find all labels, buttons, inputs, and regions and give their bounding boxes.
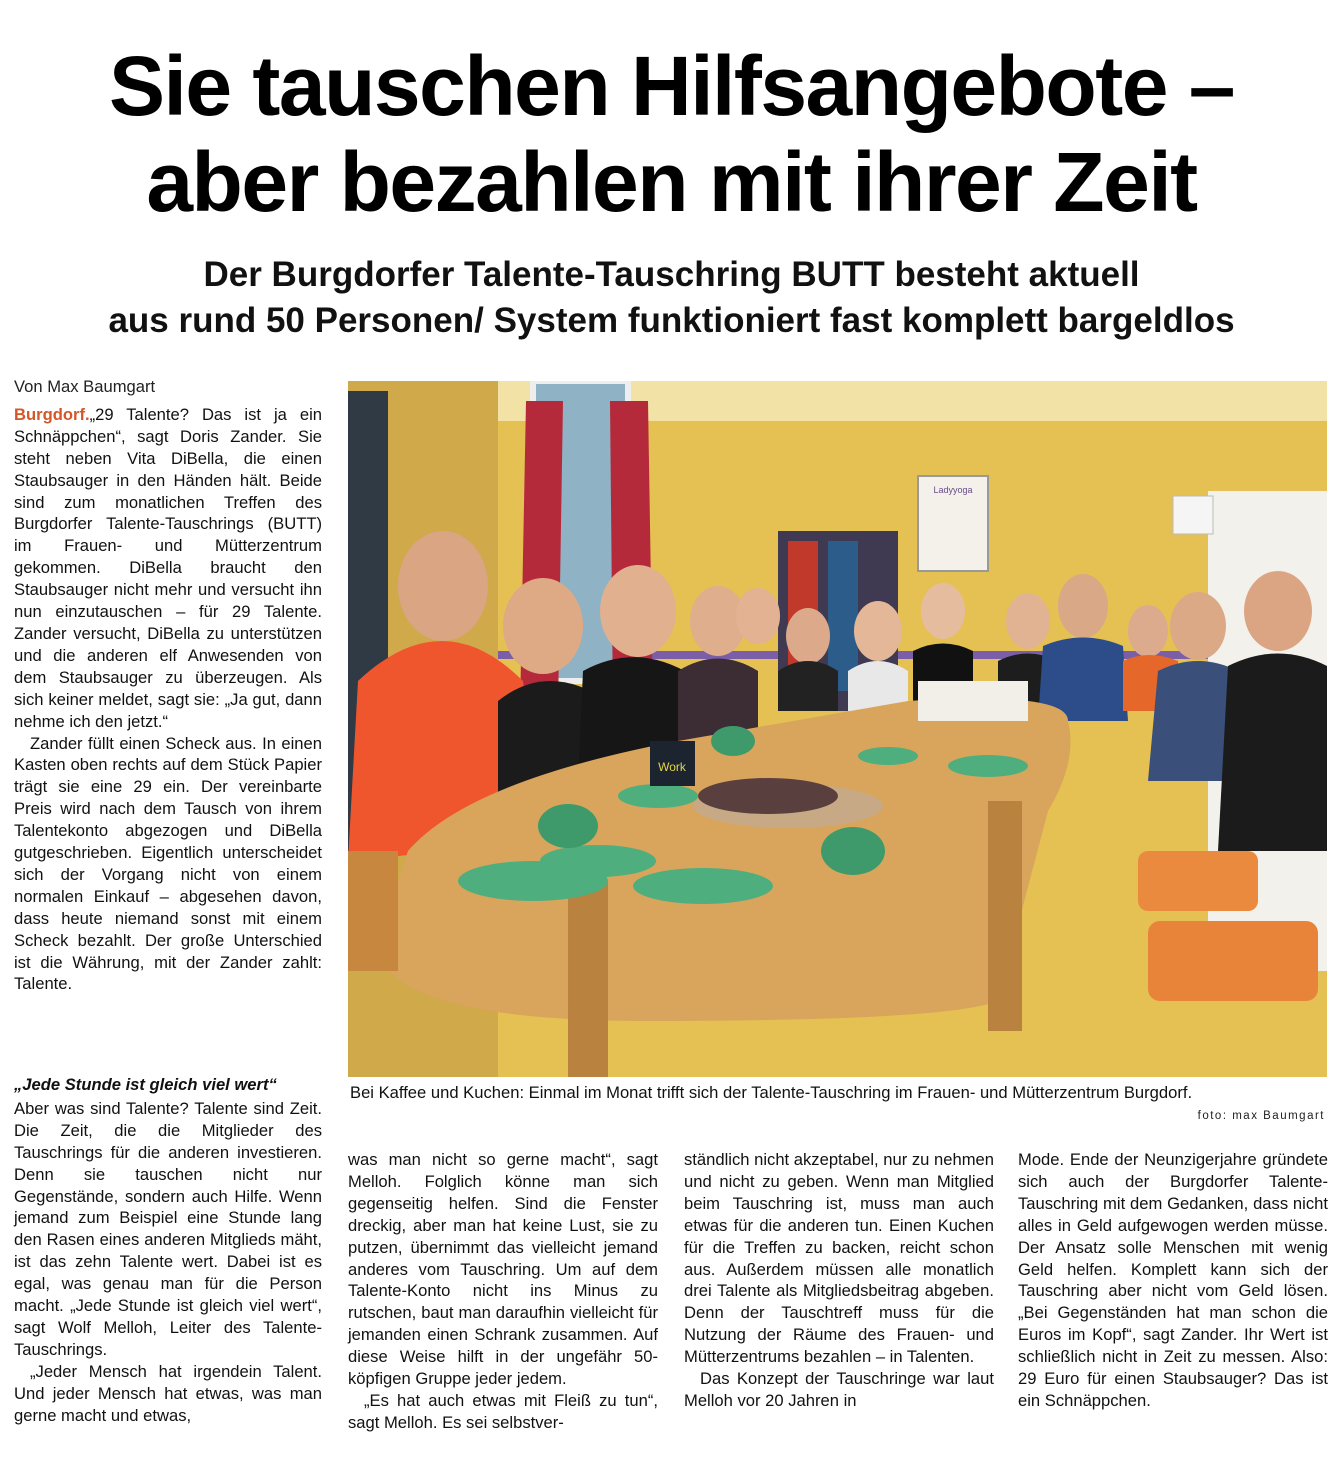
subheadline-line-2: aus rund 50 Personen/ System funktioniert fast komplett bargeldlos [108,301,1235,340]
subheadline [0,252,1343,344]
table-leg [568,881,608,1077]
mug-text: Work [658,760,686,774]
paragraph-5-end: ständlich nicht akzeptabel, nur zu nehmen und nicht zu geben. Wenn man Mitglied beim Tauschring ist, muss man auch etwas für die anderen tun. Einen Kuchen für die Treffen zu backen, reicht schon aus. Außerdem müssen alle monatlich drei Talente als Mitgliedsbeitrag abgeben. Denn der Tauschtreff muss für die Nutzung der Räume des Frauen- und Mütterzentrums bezahlen – in Talenten. [684,1150,994,1367]
intro-paragraph [14,404,322,733]
chair [1138,851,1258,911]
paragraph-2: Zander füllt einen Scheck aus. In einen Kasten oben rechts auf dem Stück Papier trägt sie eine 29 ein. Der vereinbarte Preis wird nach dem Tausch von ihrem Talentekonto abgezogen und DiBella gutgeschrieben. Eigentlich unterscheidet sich der Vorgang nicht von einem normalen Einkauf – abgesehen davon, dass heute niemand sonst mit einem Scheck bezahlt. Der große Unterschied ist die Währung, mit der Zander zahlt: Talente. [14,733,322,994]
intro-text: „29 Talente? Das ist ja ein Schnäppchen“, sagt Doris Zander. Sie steht neben Vita DiBella, die einen Staubsauger in den Händen hält. Beide sind zum monatlichen Treffen des Burgdorfer Talente-Tauschrings (BUTT) im Frauen- und Mütterzentrum gekommen. DiBella braucht den Staubsauger nicht mehr und versucht ihn nun einzutauschen – für 29 Talente. Zander versucht, DiBella zu unterstützen und die anderen elf Anwesenden von dem Staubsauger zu überzeugen. Als sich keiner meldet, sagt sie: „Ja gut, dann nehme ich den jetzt.“ [14,404,322,731]
article-subheading: „Jede Stunde ist gleich viel wert“ [14,1075,277,1094]
paragraph-5-start: „Es hat auch etwas mit Fleiß zu tun“, sagt Melloh. Es sei selbstver- [348,1390,658,1432]
dateline: Burgdorf. [14,404,90,424]
paragraph-4-start: „Jeder Mensch hat irgendein Talent. Und jeder Mensch hat etwas, was man gerne macht und etwas, [14,1361,322,1425]
paper-note [1173,496,1213,534]
headline-line-2: aber bezahlen mit ihrer Zeit [146,135,1197,229]
headline [0,38,1343,230]
article-column-3 [684,1149,994,1412]
paragraph-4-end: was man nicht so gerne macht“, sagt Melloh. Folglich könne man sich gegenseitig helfen. Sind die Fenster dreckig, aber man hat keine Lust, sie zu putzen, übernimmt das vielleicht jemand anderes vom Tauschring. Um auf dem Talente-Konto nicht ins Minus zu rutschen, baut man daraufhin vielleicht für jemanden einen Schrank zusammen. Auf diese Weise hilft in der ungefähr 50-köpfigen Gruppe jeder jedem. [348,1150,658,1389]
byline: Von Max Baumgart [14,377,156,396]
paragraph-6-end: Mode. Ende der Neunzigerjahre gründete sich auch der Burgdorfer Talente-Tauschring mit dem Gedanken, dass nicht alles in Geld aufgewogen werden müsse. Der Ansatz solle Menschen mit wenig Geld helfen. Komplett kann sich der Tauschring aber nicht vom Geld lösen. „Bei Gegenständen hat man schon die Euros im Kopf“, sagt Zander. Ihr Wert ist schließlich nicht in Zeit zu messen. Also: 29 Euro für einen Staubsauger? Das ist ein Schnäppchen. [1018,1150,1328,1410]
subheadline-line-1: Der Burgdorfer Talente-Tauschring BUTT besteht aktuell [203,255,1140,294]
article-column-1-bottom [14,1074,322,1427]
headline-line-1: Sie tauschen Hilfsangebote – [109,39,1234,133]
paragraph-3: Aber was sind Talente? Talente sind Zeit. Die Zeit, die die Mitglieder des Tauschrings für die anderen investieren. Denn sie tauschen nicht nur Gegenstände, sondern auch Hilfe. Wenn jemand zum Beispiel eine Stunde lang den Rasen eines anderen Mitglieds mäht, ist das zehn Talente wert. Dabei ist es egal, was genau man für die Person macht. „Jede Stunde ist gleich viel wert“, sagt Wolf Melloh, Leiter des Talente-Tauschrings. [14,1098,322,1359]
photo-credit: foto: max Baumgart [1197,1110,1325,1122]
article-column-2 [348,1149,658,1434]
article-photo [348,381,1327,1077]
article-column-1-top [14,376,322,995]
paragraph-6-start: Das Konzept der Tauschringe war laut Melloh vor 20 Jahren in [684,1369,994,1410]
group-photo-illustration [348,381,1327,1077]
article-column-4 [1018,1149,1328,1412]
photo-caption: Bei Kaffee und Kuchen: Einmal im Monat trifft sich der Talente-Tauschring im Frauen- und Mütterzentrum Burgdorf. [350,1083,1193,1102]
poster-text: Ladyyoga [933,485,973,495]
